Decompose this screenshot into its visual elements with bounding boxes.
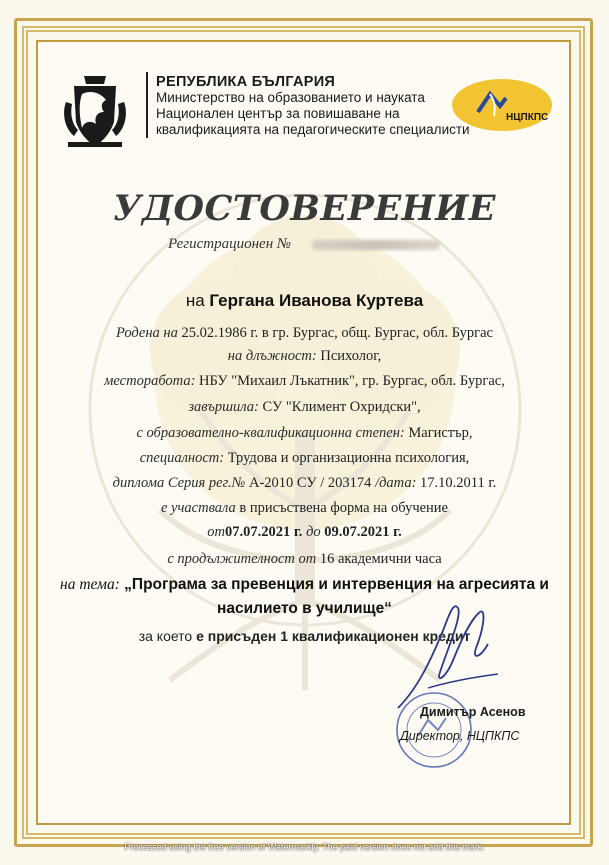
born-value: 25.02.1986 г. в гр. Бургас, общ. Бургас, обл. Бургас <box>181 325 493 341</box>
workplace-value: НБУ "Михаил Лъкатник", гр. Бургас, обл. Бургас, <box>199 373 505 389</box>
coat-of-arms-icon <box>60 72 130 150</box>
institution-header <box>156 74 470 138</box>
registration-number-redacted <box>312 240 440 250</box>
participated-value: в присъствена форма на обучение <box>239 500 448 516</box>
recipient-prefix: на <box>185 291 205 310</box>
specialty-label: специалност: <box>139 450 225 466</box>
diploma-value: А-2010 СУ / 203174 <box>248 475 372 491</box>
topic-line-1 <box>0 576 609 594</box>
recipient-line <box>0 291 609 311</box>
topic-text-1: „Програма за превенция и интервенция на агресията и <box>124 576 549 593</box>
diploma-date-label: /дата: <box>375 475 417 491</box>
country-name: РЕПУБЛИКА БЪЛГАРИЯ <box>156 74 336 90</box>
participated-label: е участвала <box>161 500 236 516</box>
workplace-label: месторабота: <box>104 373 196 389</box>
graduated-label: завършила: <box>188 399 259 415</box>
specialty-value: Трудова и организационна психология, <box>227 450 470 466</box>
position-value: Психолог, <box>320 348 382 364</box>
born-line <box>0 325 609 342</box>
diploma-line <box>0 475 609 492</box>
credit-prefix: за което <box>138 628 193 644</box>
specialty-line <box>0 450 609 467</box>
period-line <box>0 524 609 541</box>
position-line <box>0 348 609 365</box>
from-label: от <box>207 524 225 540</box>
duration-value: 16 академични часа <box>319 551 442 567</box>
ministry-name: Министерство на образованието и науката <box>156 90 425 105</box>
from-value: 07.07.2021 г. <box>224 524 303 540</box>
director-name: Димитър Асенов <box>420 705 526 719</box>
born-label: Родена на <box>116 325 178 341</box>
credit-line <box>0 628 609 644</box>
to-value: 09.07.2021 г. <box>324 524 402 540</box>
center-name-line2: квалификацията на педагогическите специалисти <box>156 122 470 137</box>
diploma-date-value: 17.10.2011 г. <box>420 475 497 491</box>
recipient-name: Гергана Иванова Куртева <box>209 291 424 310</box>
credit-value: е присъден 1 квалификационен кредит <box>196 628 471 644</box>
degree-line <box>0 425 609 442</box>
director-title: Директор, НЦПКПС <box>400 729 520 743</box>
ncpkps-logo <box>450 76 554 134</box>
document-title: УДОСТОВЕРЕНИЕ <box>113 188 496 229</box>
handwritten-signature <box>388 588 508 718</box>
duration-label: с продължителност от <box>167 551 317 567</box>
diploma-label: диплома Серия рег.№ <box>112 475 246 491</box>
watermark-footer: Processed using the free version of Watermarkly. The paid version does not add this mark. <box>124 842 485 852</box>
position-label: на длъжност: <box>227 348 317 364</box>
workplace-line <box>0 373 609 390</box>
registration-label: Регистрационен № <box>168 236 292 252</box>
participation-line <box>0 500 609 517</box>
topic-line-2 <box>0 600 609 618</box>
degree-label: с образователно-квалификационна степен: <box>136 425 405 441</box>
graduated-line <box>0 399 609 416</box>
graduated-value: СУ "Климент Охридски", <box>262 399 421 415</box>
degree-value: Магистър, <box>408 425 473 441</box>
header-separator <box>146 72 148 138</box>
duration-line <box>0 551 609 568</box>
center-name-line1: Национален център за повишаване на <box>156 106 400 121</box>
to-label: до <box>306 524 321 540</box>
topic-text-2: насилието в училище“ <box>217 600 392 617</box>
topic-label: на тема: <box>60 576 120 593</box>
logo-text: НЦПКПС <box>506 112 549 123</box>
